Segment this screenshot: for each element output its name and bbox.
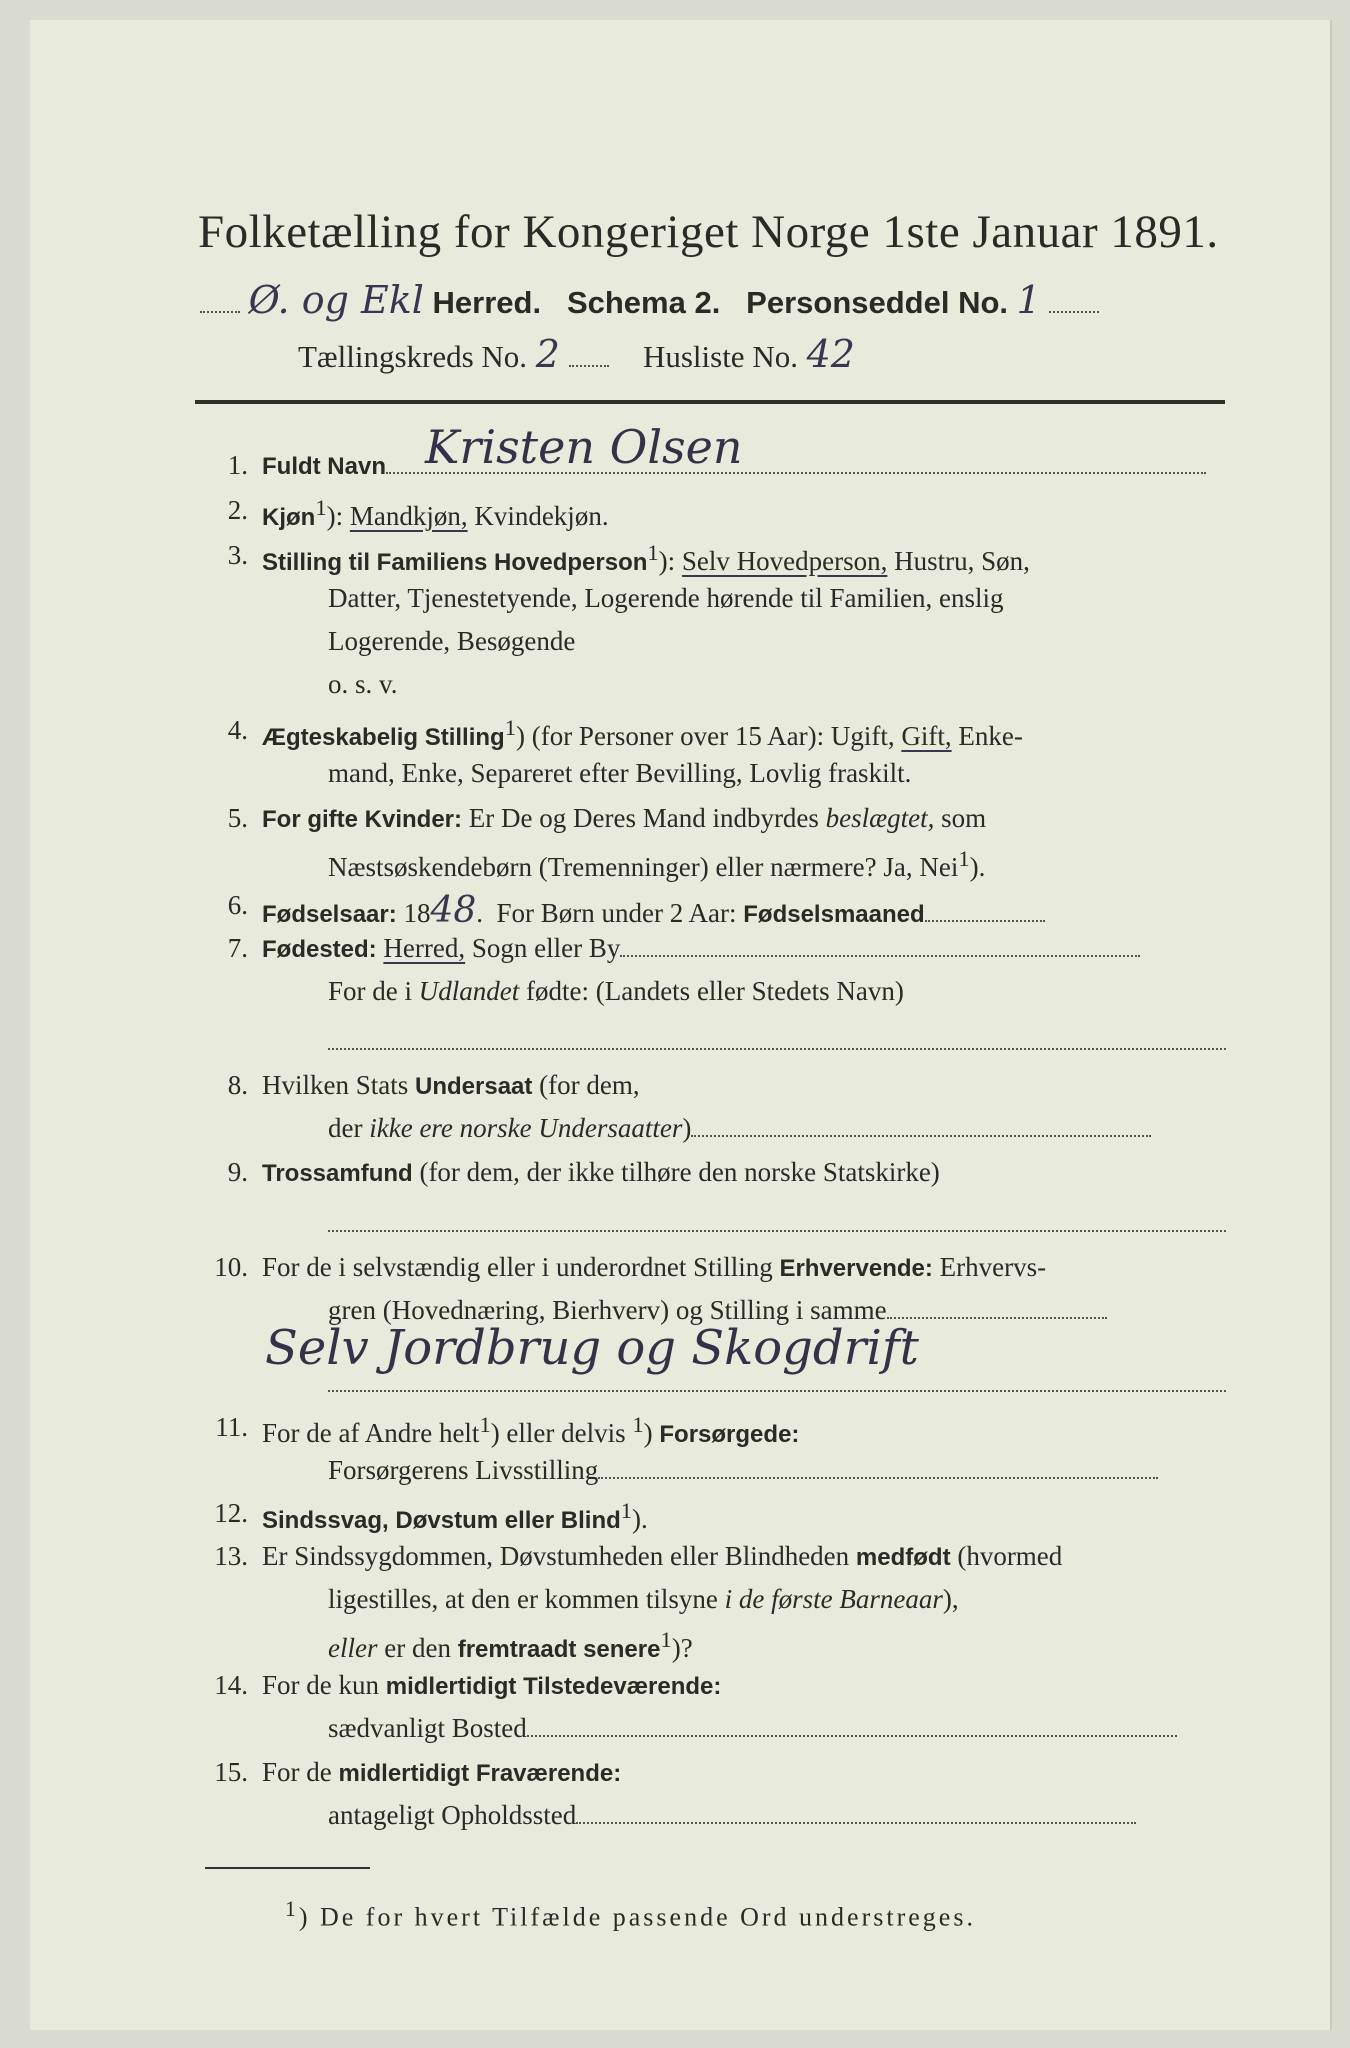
q4-line1 [262, 715, 1226, 752]
q9-answer-line [328, 1230, 1226, 1232]
kreds-label: Tællingskreds No. [298, 339, 528, 374]
q1-text [262, 450, 1226, 481]
personseddel-label: Personseddel No. [746, 285, 1009, 320]
q3-line2: Datter, Tjenestetyende, Logerende hørende til Familien, enslig [328, 583, 1004, 613]
q13-line1 [262, 1541, 1226, 1572]
q6-answer: 48 [430, 890, 477, 931]
q15-line2-text: antageligt Opholdssted [328, 1800, 577, 1830]
q7-label: Fødested: [262, 936, 377, 963]
q3-line4: o. s. v. [328, 669, 398, 699]
footnote-text: ) De for hvert Tilfælde passende Ord understreges. [298, 1902, 976, 1932]
q15-line1 [262, 1757, 1226, 1788]
q11-sup2: 1 [632, 1412, 644, 1437]
q10-line2-text: gren (Hovednæring, Bierhverv) og Stilling i samme [328, 1295, 887, 1325]
q7-answer-line [328, 1048, 1226, 1050]
q14-bold: midlertidigt Tilstedeværende: [385, 1673, 722, 1700]
q8-bold: Undersaat [415, 1073, 533, 1100]
kreds-line [298, 332, 855, 376]
q10-text: For de i selvstændig eller i underordnet Stilling [262, 1252, 773, 1282]
q10-number: 10. [214, 1252, 248, 1282]
q2-number: 2. [227, 495, 248, 525]
q2-option-kvindekjon: Kvindekjøn. [474, 501, 609, 531]
kreds-value: 2 [535, 332, 560, 376]
q9-bold: Trossamfund [262, 1160, 413, 1187]
q12-sup: 1 [620, 1498, 633, 1523]
q6-number: 6. [227, 890, 248, 920]
q5-italic: beslægtet, [825, 803, 935, 833]
q2-text [262, 495, 1226, 532]
q13-line2-b: ), [942, 1584, 959, 1614]
herred-value: Ø. og Ekl [248, 278, 424, 322]
q3-line1 [262, 540, 1226, 577]
q13-bold: medfødt [855, 1544, 951, 1571]
q5-text: Er De og Deres Mand indbyrdes [468, 803, 819, 833]
q11-number: 11. [215, 1412, 248, 1442]
q13-text2: (hvormed [957, 1541, 1063, 1571]
q11-line2 [328, 1455, 1226, 1486]
q13-line3-bold: fremtraadt senere [457, 1636, 661, 1663]
q8-text2: (for dem, [539, 1070, 640, 1100]
q15-number: 15. [214, 1757, 248, 1787]
q8-line2-italic: ikke ere norske Undersaatter [369, 1113, 683, 1143]
herred-line [200, 278, 1099, 322]
q3-line1-rest: Hustru, Søn, [894, 546, 1030, 576]
q10-bold: Erhvervende: [779, 1255, 933, 1282]
q3-pre: ): [658, 546, 676, 576]
q7-line2-italic: Udlandet [418, 976, 520, 1006]
q3-line3: Logerende, Besøgende [328, 626, 576, 656]
q5-text-end: som [941, 803, 987, 833]
q15-bold: midlertidigt Fraværende: [338, 1760, 622, 1787]
q12-end: ). [632, 1504, 648, 1534]
q9-line1 [262, 1157, 1226, 1188]
q6-label2: Fødselsmaaned [743, 901, 925, 928]
q2-label: Kjøn [262, 504, 316, 531]
footnote-sup: 1 [285, 1897, 299, 1921]
q4-number: 4. [227, 715, 248, 745]
q15-line2 [328, 1800, 1226, 1831]
q6-prefix: 18 [403, 898, 431, 928]
q7-line1 [262, 933, 1226, 964]
footnote-rule [205, 1867, 370, 1869]
q7-line2-b: fødte: (Landets eller Stedets Navn) [526, 976, 904, 1006]
q4-sup: 1 [504, 715, 516, 740]
q7-number: 7. [227, 933, 248, 963]
q2-option-mandkjon: Mandkjøn, [349, 501, 468, 531]
q14-text: For de kun [262, 1670, 379, 1700]
q8-text: Hvilken Stats [262, 1070, 409, 1100]
q3-selected: Selv Hovedperson, [681, 546, 888, 576]
q12-bold: Sindssvag, Døvstum eller Blind [262, 1507, 621, 1534]
q8-line2-b: ) [682, 1113, 692, 1143]
q11-mid: ) eller delvis [490, 1418, 626, 1448]
q8-number: 8. [227, 1070, 248, 1100]
q2-sup: 1 [315, 495, 327, 520]
q11-bold: Forsørgede: [659, 1421, 800, 1448]
q3-sup: 1 [647, 540, 659, 565]
q6-mid: For Børn under 2 Aar: [496, 898, 737, 928]
header-divider [195, 400, 1225, 404]
q7-line2 [328, 976, 1226, 1007]
q6-line: Fødselsaar: 1848. For Børn under 2 Aar: Fødselsmaaned [262, 890, 1226, 931]
q13-line2-italic: i de første Barneaar [724, 1584, 943, 1614]
q5-line2 [328, 846, 1226, 883]
q13-line3-italic: eller [328, 1633, 378, 1663]
q11-text: For de af Andre helt [262, 1418, 480, 1448]
q13-sup: 1 [660, 1627, 672, 1652]
q7-line2-a: For de i [328, 976, 412, 1006]
q13-number: 13. [214, 1541, 248, 1571]
q15-text: For de [262, 1757, 332, 1787]
q13-line2 [328, 1584, 1226, 1615]
q13-line3 [328, 1627, 1226, 1664]
q13-line3-end: )? [671, 1633, 693, 1663]
schema-label: Schema 2. [566, 285, 721, 320]
q3-label: Stilling til Familiens Hovedperson [262, 549, 648, 576]
q11-sup: 1 [479, 1412, 491, 1437]
q13-line2-a: ligestilles, at den er kommen tilsyne [328, 1584, 718, 1614]
q9-number: 9. [227, 1157, 248, 1187]
q5-line2-text: Næstsøskendebørn (Tremenninger) eller nærmere? Ja, Nei [328, 852, 959, 882]
form-title: Folketælling for Kongeriget Norge 1ste Januar 1891. [198, 206, 1219, 258]
q4-label: Ægteskabelig Stilling [262, 724, 505, 751]
q13-text: Er Sindssygdommen, Døvstumheden eller Blindheden [262, 1541, 850, 1571]
q5-line2-end: ). [969, 852, 986, 882]
q10-answer-line [328, 1390, 1226, 1392]
husliste-value: 42 [806, 332, 855, 376]
q11-end: ) [643, 1418, 653, 1448]
q14-number: 14. [214, 1670, 248, 1700]
q8-line2-a: der [328, 1113, 363, 1143]
q5-line1 [262, 803, 1226, 834]
q11-line1 [262, 1412, 1226, 1449]
census-form-page [30, 20, 1332, 2030]
q14-line2 [328, 1713, 1226, 1744]
q8-line1 [262, 1070, 1226, 1101]
herred-label: Herred. [432, 285, 542, 320]
q2-rest: ): [326, 501, 344, 531]
q14-line2-text: sædvanligt Bosted [328, 1713, 527, 1743]
q14-line1 [262, 1670, 1226, 1701]
footnote [285, 1897, 976, 1933]
q10-answer: Selv Jordbrug og Skogdrift [265, 1320, 919, 1376]
husliste-label: Husliste No. [642, 339, 798, 374]
q6-label: Fødselsaar: [262, 901, 397, 928]
q7-rest: Sogn eller By [471, 933, 621, 963]
q10-line1 [262, 1252, 1226, 1283]
q4-post: Enke- [958, 721, 1023, 751]
q5-label: For gifte Kvinder: [262, 806, 463, 833]
q13-line3-a: er den [384, 1633, 451, 1663]
q1-number: 1. [227, 450, 248, 480]
q9-text: (for dem, der ikke tilhøre den norske Statskirke) [419, 1157, 940, 1187]
q10-text2: Erhvervs- [939, 1252, 1047, 1282]
q12-line [262, 1498, 1226, 1535]
q7-selected: Herred, [383, 933, 466, 963]
q3-number: 3. [227, 540, 248, 570]
q5-sup: 1 [958, 846, 970, 871]
q1-label: Fuldt Navn [262, 453, 386, 480]
q11-line2-text: Forsørgerens Livsstilling [328, 1455, 599, 1485]
q8-line2 [328, 1113, 1226, 1144]
q12-number: 12. [214, 1498, 248, 1528]
q4-line2: mand, Enke, Separeret efter Bevilling, Lovlig fraskilt. [328, 758, 912, 788]
q4-pre: ) (for Personer over 15 Aar): Ugift, [515, 721, 895, 751]
q4-selected: Gift, [901, 721, 952, 751]
personseddel-value: 1 [1016, 278, 1041, 322]
q1-answer: Kristen Olsen [425, 420, 743, 474]
q5-number: 5. [227, 803, 248, 833]
